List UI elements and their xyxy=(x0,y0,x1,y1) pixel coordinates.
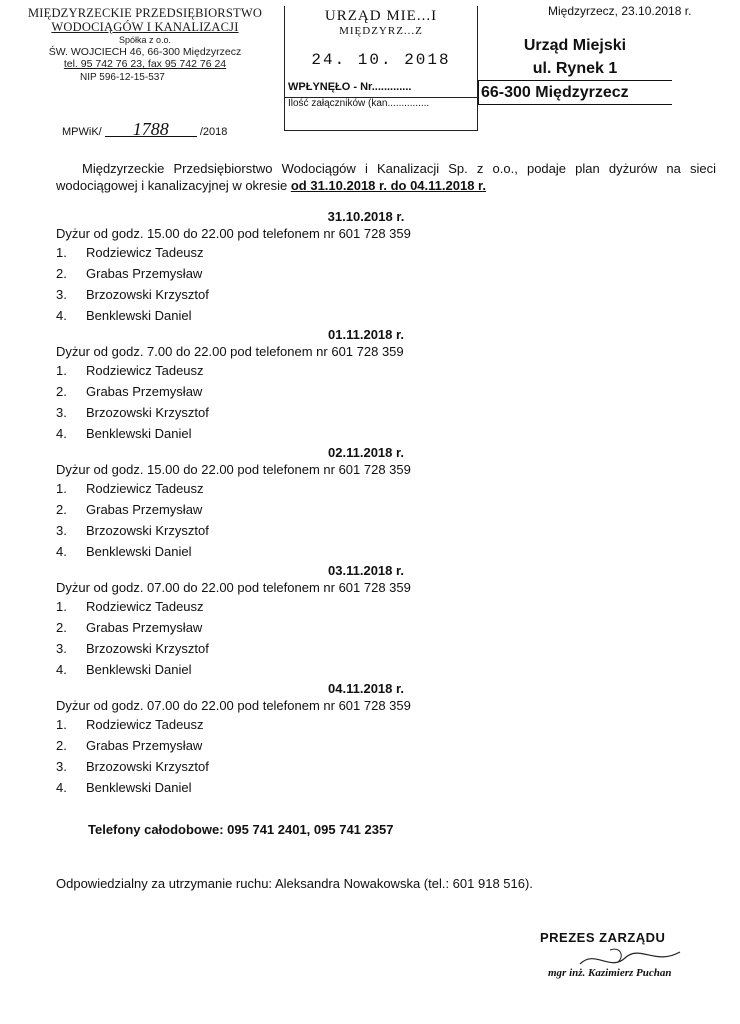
person-name: Grabas Przemysław xyxy=(86,502,203,517)
company-stamp xyxy=(20,6,270,86)
company-name-line1: MIĘDZYRZECKIE PRZEDSIĘBIORSTWO xyxy=(27,6,263,20)
list-item: 4. Benklewski Daniel xyxy=(56,659,676,680)
addressee-city: 66-300 Międzyrzecz xyxy=(478,80,672,105)
intro-period: od 31.10.2018 r. do 04.11.2018 r. xyxy=(290,178,486,193)
person-name: Benklewski Daniel xyxy=(86,662,192,677)
duty-shift: Dyżur od godz. 07.00 do 22.00 pod telefonem nr 601 728 359 xyxy=(56,580,411,595)
company-address: ŚW. WOJCIECH 46, 66-300 Międzyrzecz xyxy=(48,46,242,58)
signature-block xyxy=(540,930,710,979)
signature-title: PREZES ZARZĄDU xyxy=(540,930,666,945)
received-stamp-attachments: Ilość załączników (kan............... xyxy=(285,97,477,109)
person-name: Benklewski Daniel xyxy=(86,544,192,559)
company-phone-fax: tel. 95 742 76 23, fax 95 742 76 24 xyxy=(63,58,227,70)
duty-shift: Dyżur od godz. 15.00 do 22.00 pod telefonem nr 601 728 359 xyxy=(56,462,411,477)
reference-handwritten-number: 1788 xyxy=(105,122,197,137)
received-stamp-number-label: WPŁYNĘŁO - Nr............. xyxy=(288,81,412,93)
list-item: 2. Grabas Przemysław xyxy=(56,263,676,284)
reference-suffix: /2018 xyxy=(199,126,228,138)
person-name: Benklewski Daniel xyxy=(86,780,192,795)
duty-day-date: 04.11.2018 r. xyxy=(328,681,404,696)
responsible-person: Odpowiedzialny za utrzymanie ruchu: Aleksandra Nowakowska (tel.: 601 918 516). xyxy=(56,876,533,891)
person-name: Brzozowski Krzysztof xyxy=(86,523,209,538)
person-name: Brzozowski Krzysztof xyxy=(86,405,209,420)
person-name: Brzozowski Krzysztof xyxy=(86,287,209,302)
list-item: 1. Rodziewicz Tadeusz xyxy=(56,714,676,735)
person-name: Rodziewicz Tadeusz xyxy=(86,599,204,614)
duty-day-date: 31.10.2018 r. xyxy=(327,209,405,224)
list-item: 4. Benklewski Daniel xyxy=(56,423,676,444)
received-stamp xyxy=(284,6,478,131)
company-name-line2: WODOCIĄGÓW I KANALIZACJI xyxy=(51,20,239,34)
reference-number xyxy=(62,119,228,139)
addressee-name: Urząd Miejski xyxy=(523,37,627,54)
list-item: 2. Grabas Przemysław xyxy=(56,617,676,638)
list-item: 4. Benklewski Daniel xyxy=(56,305,676,326)
list-item: 4. Benklewski Daniel xyxy=(56,777,676,798)
person-name: Rodziewicz Tadeusz xyxy=(86,363,204,378)
person-name: Grabas Przemysław xyxy=(86,384,203,399)
company-legal-form: Spółka z o.o. xyxy=(118,35,172,45)
list-item: 1. Rodziewicz Tadeusz xyxy=(56,242,676,263)
list-item: 3. Brzozowski Krzysztof xyxy=(56,284,676,305)
duty-shift: Dyżur od godz. 07.00 do 22.00 pod telefonem nr 601 728 359 xyxy=(56,698,411,713)
intro-text: Międzyrzeckie Przedsiębiorstwo Wodociągów i Kanalizacji Sp. z o.o., podaje plan dyżurów na sieci wodociągowej i kanalizacyjnej w okresie xyxy=(56,161,716,193)
handwritten-signature-icon xyxy=(570,944,690,974)
received-stamp-date: 24. 10. 2018 xyxy=(311,51,451,69)
company-nip: NIP 596-12-15-537 xyxy=(80,72,165,83)
person-name: Benklewski Daniel xyxy=(86,426,192,441)
duty-day-date: 01.11.2018 r. xyxy=(328,327,404,342)
duty-schedule xyxy=(56,208,676,798)
person-name: Brzozowski Krzysztof xyxy=(86,759,209,774)
received-stamp-town: MIĘDZYRZ...Z xyxy=(339,25,423,37)
duty-day xyxy=(56,562,676,680)
list-item: 4. Benklewski Daniel xyxy=(56,541,676,562)
duty-day xyxy=(56,326,676,444)
person-name: Brzozowski Krzysztof xyxy=(86,641,209,656)
duty-day xyxy=(56,444,676,562)
signature-name: mgr inż. Kazimierz Puchan xyxy=(548,967,672,979)
place-date: Międzyrzecz, 23.10.2018 r. xyxy=(548,4,692,18)
list-item: 2. Grabas Przemysław xyxy=(56,499,676,520)
intro-paragraph xyxy=(56,160,716,194)
list-item: 3. Brzozowski Krzysztof xyxy=(56,756,676,777)
received-stamp-office: URZĄD MIE...I xyxy=(324,8,438,24)
person-name: Rodziewicz Tadeusz xyxy=(86,717,204,732)
person-name: Grabas Przemysław xyxy=(86,266,203,281)
list-item: 3. Brzozowski Krzysztof xyxy=(56,402,676,423)
phones-24h: Telefony całodobowe: 095 741 2401, 095 741 2357 xyxy=(88,822,394,837)
duty-day-date: 02.11.2018 r. xyxy=(328,445,404,460)
person-name: Rodziewicz Tadeusz xyxy=(86,245,204,260)
duty-day xyxy=(56,680,676,798)
list-item: 1. Rodziewicz Tadeusz xyxy=(56,360,676,381)
person-name: Grabas Przemysław xyxy=(86,620,203,635)
list-item: 1. Rodziewicz Tadeusz xyxy=(56,596,676,617)
list-item: 2. Grabas Przemysław xyxy=(56,735,676,756)
duty-day xyxy=(56,208,676,326)
duty-shift: Dyżur od godz. 7.00 do 22.00 pod telefonem nr 601 728 359 xyxy=(56,344,404,359)
list-item: 3. Brzozowski Krzysztof xyxy=(56,520,676,541)
person-name: Rodziewicz Tadeusz xyxy=(86,481,204,496)
duty-shift: Dyżur od godz. 15.00 do 22.00 pod telefonem nr 601 728 359 xyxy=(56,226,411,241)
reference-prefix: MPWiK/ xyxy=(62,126,102,138)
addressee xyxy=(478,34,672,105)
list-item: 2. Grabas Przemysław xyxy=(56,381,676,402)
list-item: 1. Rodziewicz Tadeusz xyxy=(56,478,676,499)
duty-day-date: 03.11.2018 r. xyxy=(328,563,404,578)
person-name: Benklewski Daniel xyxy=(86,308,192,323)
list-item: 3. Brzozowski Krzysztof xyxy=(56,638,676,659)
addressee-street: ul. Rynek 1 xyxy=(532,60,618,77)
person-name: Grabas Przemysław xyxy=(86,738,203,753)
